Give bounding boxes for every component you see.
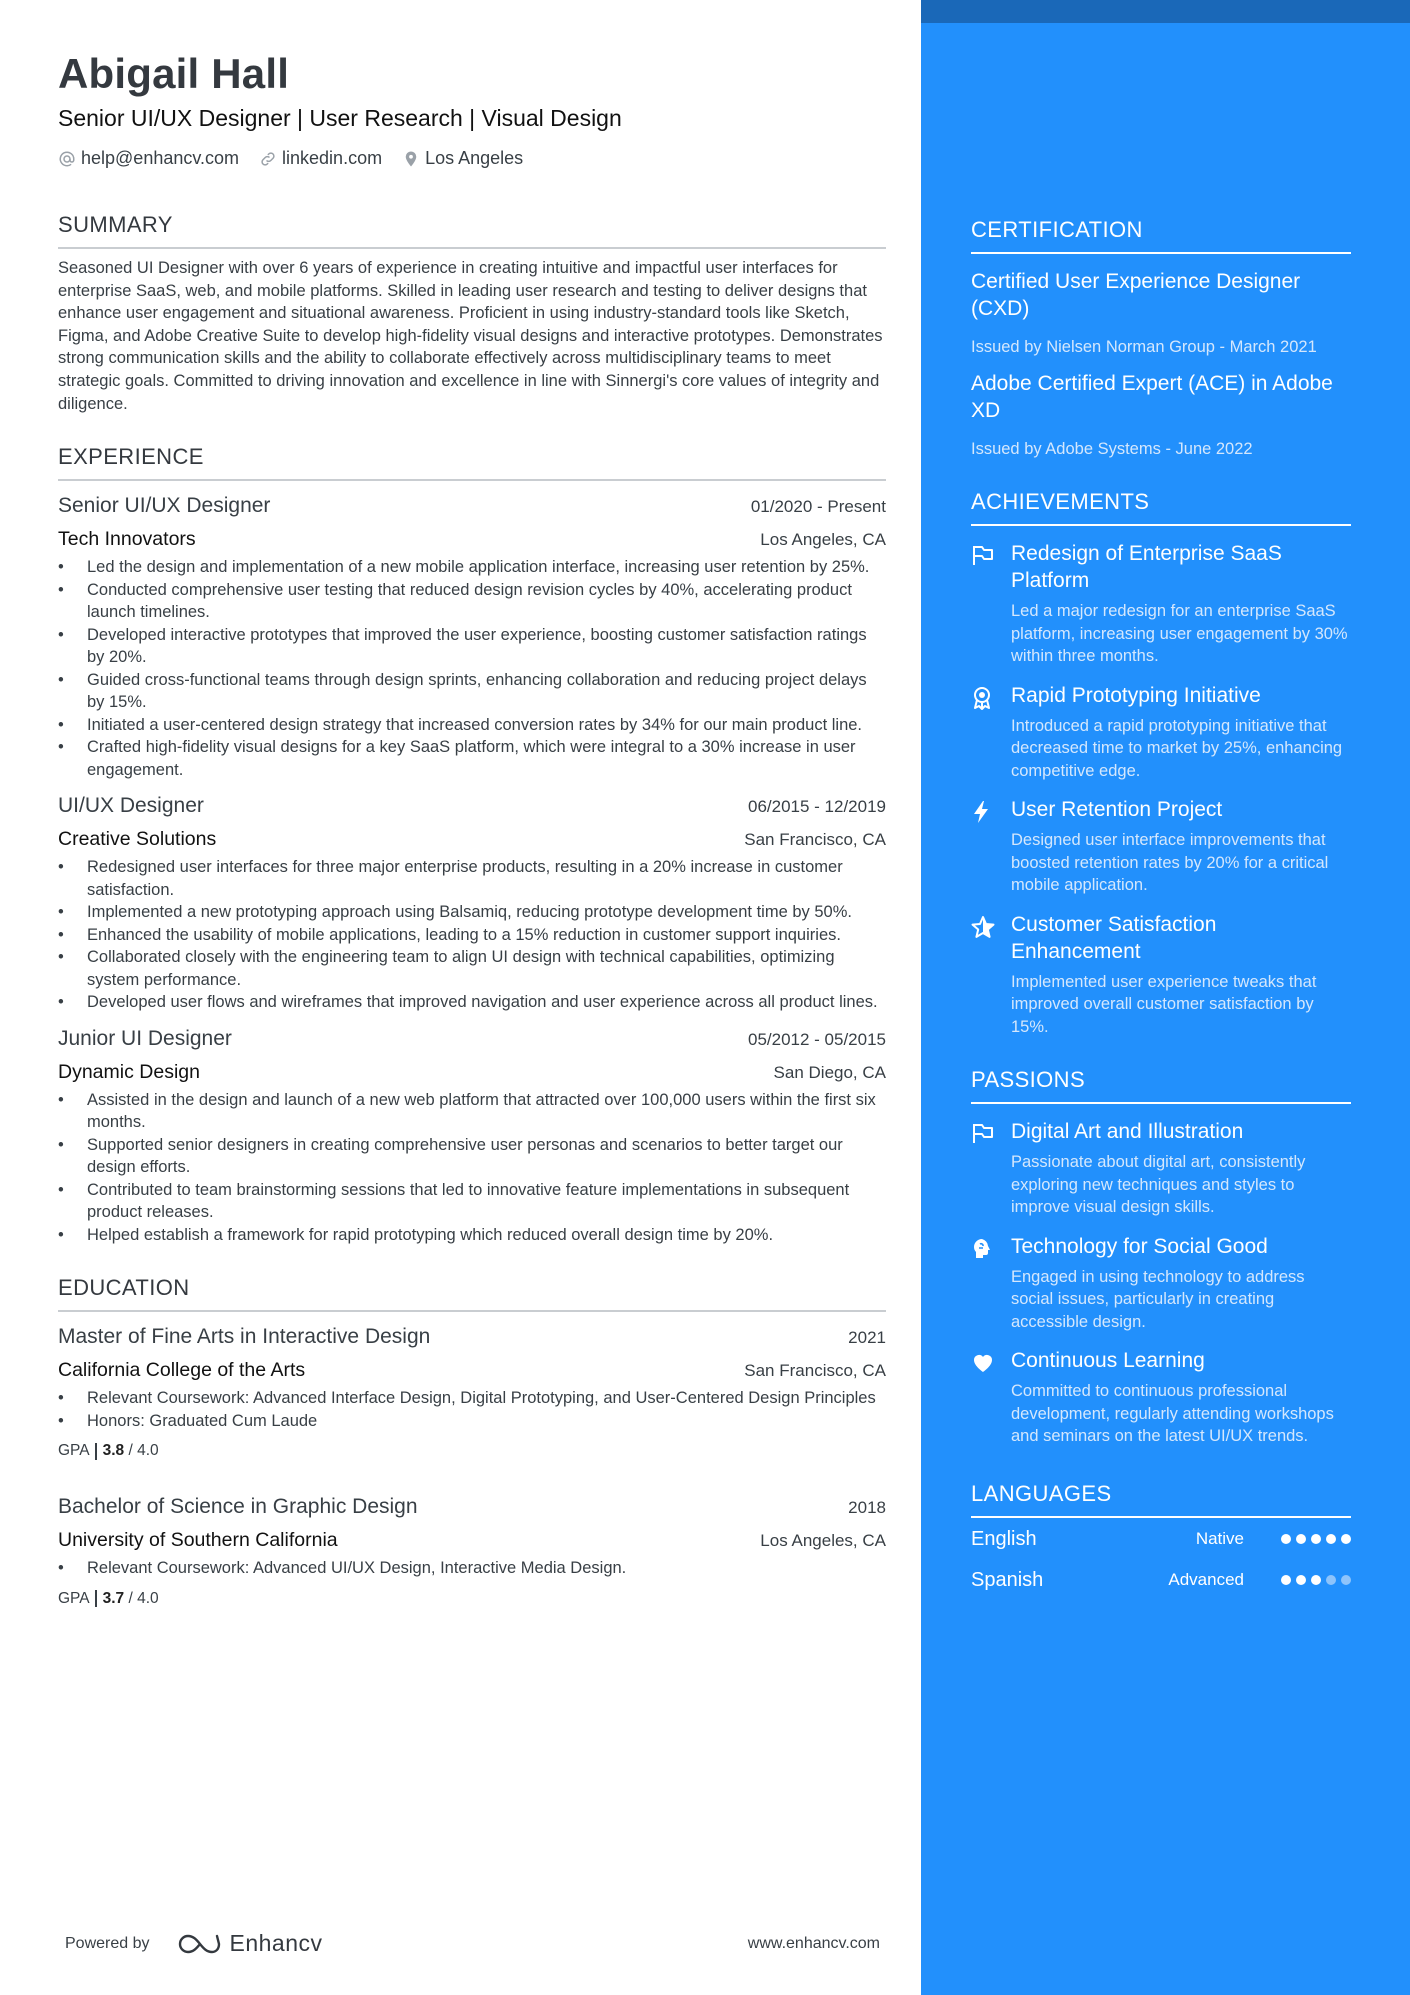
main-column <box>58 48 886 1608</box>
passion-item <box>971 1347 1351 1448</box>
gpa-label: GPA <box>58 1442 90 1460</box>
passion-title: Continuous Learning <box>1011 1349 1205 1372</box>
degree-title: Master of Fine Arts in Interactive Design <box>58 1325 431 1349</box>
gpa-max: / 4.0 <box>128 1589 159 1607</box>
language-row <box>971 1565 1351 1596</box>
bullet-item: • Initiated a user-centered design strategy that increased conversion rates by 34% for our main product line. <box>58 714 886 737</box>
achievements-heading: ACHIEVEMENTS <box>971 488 1351 526</box>
bullet-item: • Led the design and implementation of a new mobile application interface, increasing user retention by 25%. <box>58 556 886 579</box>
passion-item <box>971 1233 1351 1334</box>
contact-email[interactable] <box>58 148 239 169</box>
rating-dot-filled <box>1281 1575 1291 1585</box>
lightning-icon <box>971 800 991 824</box>
gpa-max: / 4.0 <box>128 1442 159 1460</box>
brand-name: Enhancv <box>229 1930 323 1956</box>
flag-icon <box>971 1122 995 1144</box>
achievement-item <box>971 540 1351 668</box>
rating-dot-filled <box>1311 1575 1321 1585</box>
degree-year: 2018 <box>848 1498 886 1518</box>
education-section <box>58 1274 886 1608</box>
achievement-description: Introduced a rapid prototyping initiative that decreased time to market by 25%, enhancing competitive edge. <box>1011 716 1343 780</box>
job-title: UI/UX Designer <box>58 794 204 818</box>
achievement-title: Customer Satisfaction Enhancement <box>1011 912 1217 963</box>
job-bullets <box>58 556 886 781</box>
powered-by <box>65 1930 323 1957</box>
award-icon <box>971 686 993 710</box>
degree-title: Bachelor of Science in Graphic Design <box>58 1495 418 1519</box>
languages-heading: LANGUAGES <box>971 1480 1351 1518</box>
achievement-title: Redesign of Enterprise SaaS Platform <box>1011 542 1282 592</box>
certification-issuer: Issued by Nielsen Norman Group - March 2021 <box>971 338 1317 356</box>
certification-name: Certified User Experience Designer (CXD) <box>971 270 1301 320</box>
job-bullets <box>58 1089 886 1247</box>
enhancv-logo[interactable] <box>176 1930 323 1957</box>
job-entry <box>58 1024 886 1247</box>
website-link[interactable]: www.enhancv.com <box>747 1934 880 1952</box>
candidate-name: Abigail Hall <box>58 50 290 97</box>
job-date: 01/2020 - Present <box>750 497 886 517</box>
language-name: English <box>971 1527 1037 1550</box>
bullet-item: • Crafted high-fidelity visual designs for a key SaaS platform, which were integral to a 30% increase in user engagement. <box>58 736 886 781</box>
candidate-headline: Senior UI/UX Designer | User Research | Visual Design <box>58 105 622 131</box>
education-entry <box>58 1322 886 1460</box>
achievement-item <box>971 682 1351 783</box>
certification-issuer: Issued by Adobe Systems - June 2022 <box>971 440 1253 458</box>
bullet-item: • Helped establish a framework for rapid prototyping which reduced overall design time by 20%. <box>58 1224 886 1247</box>
gpa-value: 3.8 <box>102 1442 125 1460</box>
at-icon <box>58 150 76 168</box>
bullet-item: • Assisted in the design and launch of a new web platform that attracted over 100,000 users within the first six months. <box>58 1089 886 1134</box>
link-text: linkedin.com <box>282 148 383 168</box>
passion-title: Digital Art and Illustration <box>1011 1120 1244 1143</box>
job-company: Dynamic Design <box>58 1060 200 1083</box>
sidebar-top-bar <box>921 0 1410 23</box>
infinity-logo-icon <box>176 1932 224 1956</box>
gpa-line <box>58 1442 886 1460</box>
gpa-line <box>58 1590 886 1608</box>
job-title: Junior UI Designer <box>58 1026 232 1050</box>
achievement-title: Rapid Prototyping Initiative <box>1011 683 1261 707</box>
job-bullets <box>58 856 886 1014</box>
link-icon <box>259 150 277 168</box>
bullet-item: • Redesigned user interfaces for three major enterprise products, resulting in a 20% increase in customer satisfaction. <box>58 856 886 901</box>
contact-row <box>58 148 886 169</box>
sidebar-content <box>971 216 1351 1596</box>
language-rating <box>1276 1534 1351 1544</box>
passion-description: Passionate about digital art, consistently exploring new techniques and styles to improve visual design skills. <box>1011 1153 1306 1216</box>
experience-heading: EXPERIENCE <box>58 443 886 481</box>
passion-description: Committed to continuous professional development, regularly attending workshops and seminars on the latest UI/UX trends. <box>1011 1382 1334 1445</box>
job-company: Creative Solutions <box>58 828 217 851</box>
achievement-item <box>971 911 1351 1039</box>
rating-dot-filled <box>1311 1534 1321 1544</box>
gpa-label: GPA <box>58 1589 90 1607</box>
passion-description: Engaged in using technology to address social issues, particularly in creating accessible design. <box>1011 1267 1305 1331</box>
certification-name: Adobe Certified Expert (ACE) in Adobe XD <box>971 372 1333 422</box>
achievement-description: Implemented user experience tweaks that improved overall customer satisfaction by 15%. <box>1011 972 1317 1036</box>
achievement-description: Led a major redesign for an enterprise SaaS platform, increasing user engagement by 30% within three months. <box>1011 602 1348 665</box>
rating-dot-filled <box>1296 1534 1306 1544</box>
job-location: San Francisco, CA <box>744 830 886 850</box>
star-icon <box>971 915 995 939</box>
rating-dot-empty <box>1341 1575 1351 1585</box>
contact-location <box>402 148 523 169</box>
education-entry <box>58 1492 886 1608</box>
bullet-item: • Collaborated closely with the engineering team to align UI design with technical capabilities, optimizing system performance. <box>58 946 886 991</box>
email-text: help@enhancv.com <box>81 148 240 168</box>
contact-link[interactable] <box>259 148 382 169</box>
rating-dot-empty <box>1326 1575 1336 1585</box>
heart-icon <box>971 1351 995 1373</box>
language-level: Advanced <box>1168 1570 1244 1589</box>
powered-by-label: Powered by <box>65 1934 150 1952</box>
bullet-item: • Relevant Coursework: Advanced UI/UX Design, Interactive Media Design. <box>58 1557 886 1580</box>
achievement-title: User Retention Project <box>1011 798 1223 821</box>
certification-item <box>971 370 1351 460</box>
job-date: 06/2015 - 12/2019 <box>747 797 886 817</box>
school-location: Los Angeles, CA <box>760 1531 886 1551</box>
brain-icon <box>971 1237 993 1261</box>
bullet-item: • Developed interactive prototypes that improved the user experience, boosting customer satisfaction ratings by 20%. <box>58 624 886 669</box>
rating-dot-filled <box>1341 1534 1351 1544</box>
bullet-item: • Implemented a new prototyping approach using Balsamiq, reducing prototype development time by 50%. <box>58 901 886 924</box>
language-name: Spanish <box>971 1568 1044 1591</box>
job-entry <box>58 791 886 1014</box>
job-location: San Diego, CA <box>773 1062 886 1082</box>
language-level: Native <box>1195 1529 1244 1548</box>
summary-heading: SUMMARY <box>58 211 886 249</box>
degree-year: 2021 <box>848 1328 886 1348</box>
passions-heading: PASSIONS <box>971 1066 1351 1104</box>
bullet-item: • Contributed to team brainstorming sessions that led to innovative feature implementations in subsequent product releases. <box>58 1179 886 1224</box>
bullet-item: • Enhanced the usability of mobile applications, leading to a 15% reduction in customer support inquiries. <box>58 924 886 947</box>
page-footer <box>65 1930 880 1957</box>
job-date: 05/2012 - 05/2015 <box>747 1029 886 1049</box>
rating-dot-filled <box>1326 1534 1336 1544</box>
bullet-item: • Relevant Coursework: Advanced Interface Design, Digital Prototyping, and User-Centered Design Principles <box>58 1387 886 1410</box>
school-name: California College of the Arts <box>58 1359 306 1382</box>
school-location: San Francisco, CA <box>744 1361 886 1381</box>
language-rating <box>1276 1575 1351 1585</box>
language-row <box>971 1524 1351 1555</box>
education-bullets <box>58 1387 886 1432</box>
certification-item <box>971 268 1351 358</box>
bullet-item: • Guided cross-functional teams through design sprints, enhancing collaboration and reducing project delays by 15%. <box>58 669 886 714</box>
achievement-description: Designed user interface improvements that boosted retention rates by 20% for a critical mobile application. <box>1011 831 1329 894</box>
education-heading: EDUCATION <box>58 1274 886 1312</box>
certification-heading: CERTIFICATION <box>971 216 1351 254</box>
job-company: Tech Innovators <box>58 528 196 551</box>
job-title: Senior UI/UX Designer <box>58 494 271 518</box>
education-bullets <box>58 1557 886 1580</box>
bullet-item: • Supported senior designers in creating comprehensive user personas and scenarios to better target our design efforts. <box>58 1134 886 1179</box>
job-entry <box>58 491 886 781</box>
achievement-item <box>971 796 1351 897</box>
rating-dot-filled <box>1281 1534 1291 1544</box>
summary-text: Seasoned UI Designer with over 6 years of experience in creating intuitive and impactful user interfaces for enterprise SaaS, web, and mobile platforms. Skilled in leading user research and testing to deliver designs that enhance user engagement and situational awareness. Proficient in using industry-standard tools like Sketch, Figma, and Adobe Creative Suite to develop high-fidelity visual designs and interactive prototypes. Demonstrates strong communication skills and the ability to collaborate effectively across multidisciplinary teams to meet strategic goals. Committed to driving innovation and excellence in line with Sinnergi's core values of integrity and diligence. <box>58 259 883 413</box>
rating-dot-filled <box>1296 1575 1306 1585</box>
bullet-item: • Conducted comprehensive user testing that reduced design revision cycles by 40%, accelerating product launch timelines. <box>58 579 886 624</box>
passion-title: Technology for Social Good <box>1011 1234 1268 1258</box>
job-location: Los Angeles, CA <box>760 530 886 550</box>
passion-item <box>971 1118 1351 1219</box>
gpa-value: 3.7 <box>102 1589 125 1607</box>
location-text: Los Angeles <box>425 148 524 168</box>
experience-section <box>58 443 886 1246</box>
flag-icon <box>971 544 995 566</box>
location-pin-icon <box>402 150 420 168</box>
bullet-item: • Developed user flows and wireframes that improved navigation and user experience across all product lines. <box>58 991 886 1014</box>
bullet-item: • Honors: Graduated Cum Laude <box>58 1410 886 1433</box>
school-name: University of Southern California <box>58 1529 338 1552</box>
